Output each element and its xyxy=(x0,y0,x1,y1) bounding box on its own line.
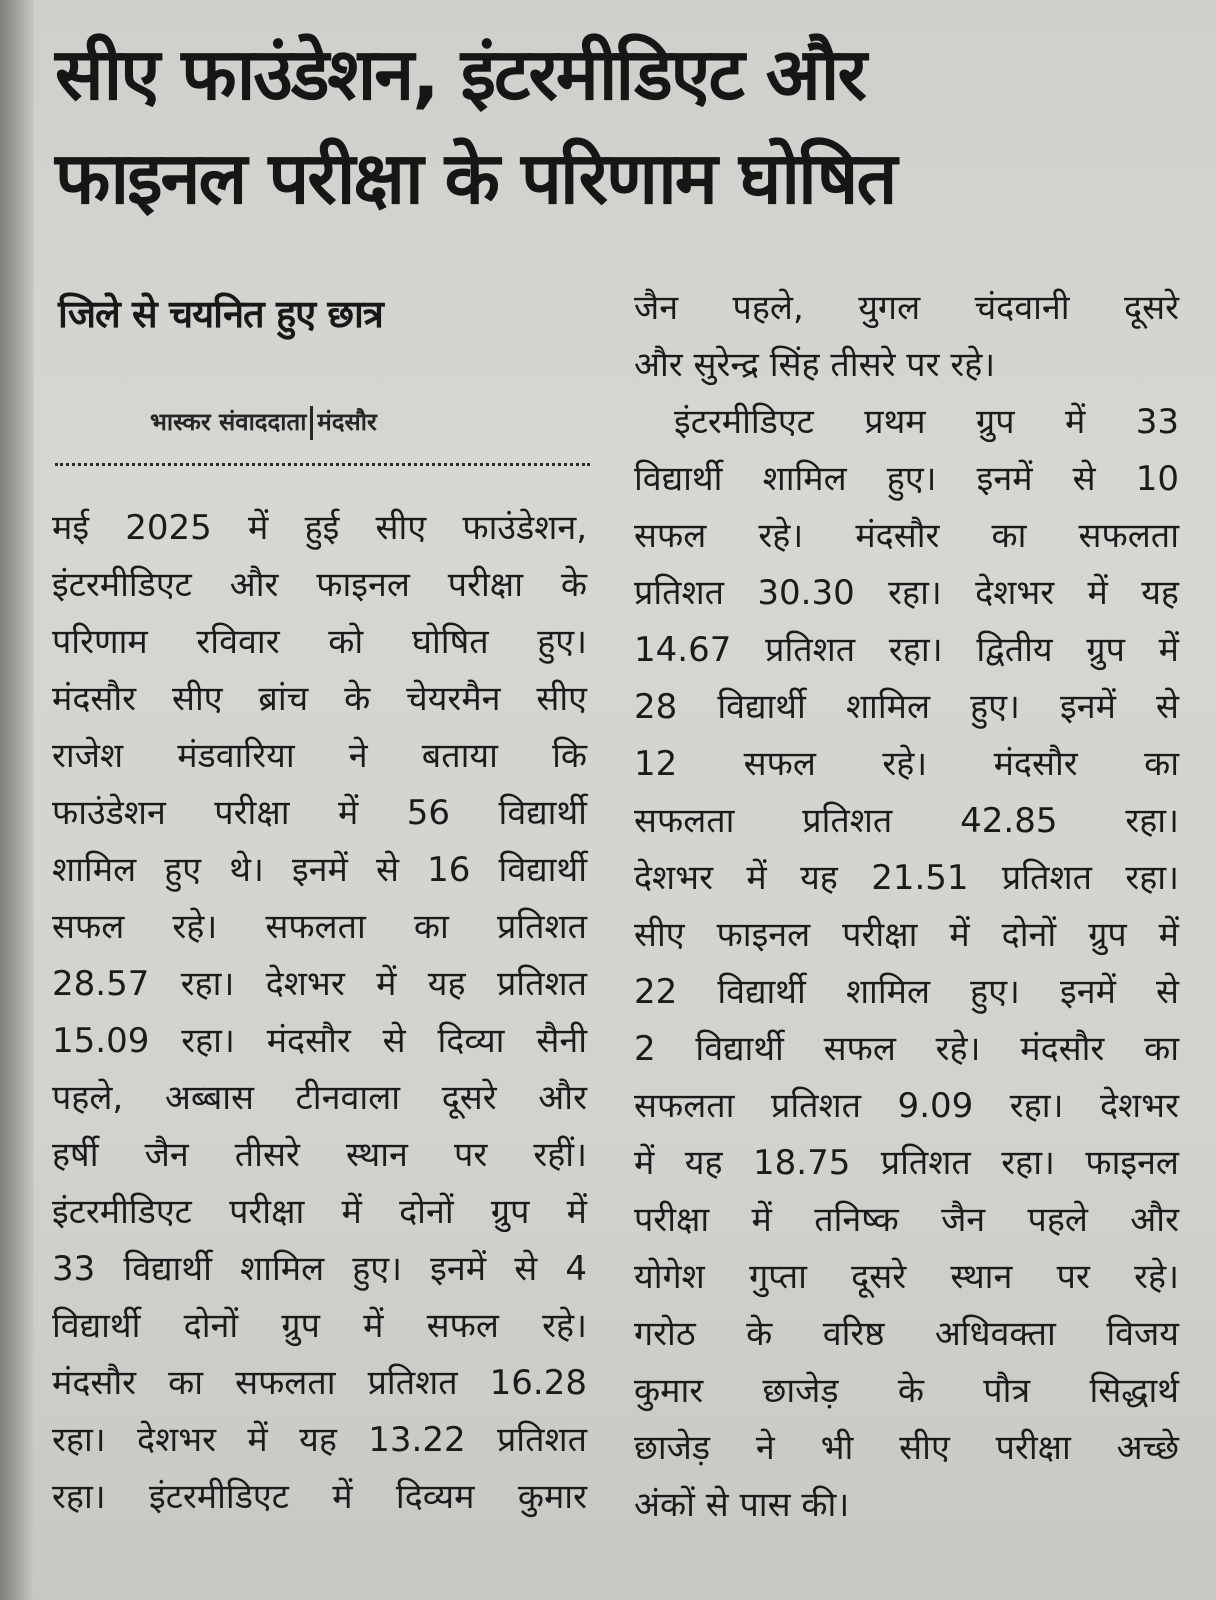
article-line: छाजेड़ ने भी सीए परीक्षा अच्छे xyxy=(634,1428,1179,1468)
article-line: सीए फाइनल परीक्षा में दोनों ग्रुप में xyxy=(634,915,1179,955)
article-line: योगेश गुप्ता दूसरे स्थान पर रहे। xyxy=(634,1257,1179,1297)
article-line: इंटरमीडिएट और फाइनल परीक्षा के xyxy=(52,565,587,605)
article-line: 28.57 रहा। देशभर में यह प्रतिशत xyxy=(52,964,587,1004)
article-line: प्रतिशत 30.30 रहा। देशभर में यह xyxy=(634,573,1179,613)
article-line: सफलता प्रतिशत 42.85 रहा। xyxy=(634,801,1179,841)
article-line: विद्यार्थी दोनों ग्रुप में सफल रहे। xyxy=(52,1306,587,1346)
headline-line-2: फाइनल परीक्षा के परिणाम घोषित xyxy=(55,136,896,220)
article-line: परिणाम रविवार को घोषित हुए। xyxy=(52,622,587,662)
article-line: सफलता प्रतिशत 9.09 रहा। देशभर xyxy=(634,1086,1179,1126)
article-column-right xyxy=(634,280,1179,1534)
article-line: देशभर में यह 21.51 प्रतिशत रहा। xyxy=(634,858,1179,898)
article-line: शामिल हुए थे। इनमें से 16 विद्यार्थी xyxy=(52,850,587,890)
article-line: और सुरेन्द्र सिंह तीसरे पर रहे। xyxy=(634,345,996,385)
article-line: मंदसौर का सफलता प्रतिशत 16.28 xyxy=(52,1363,587,1403)
right-column-body xyxy=(634,394,1179,1534)
byline-reporter: भास्कर संवाददाता xyxy=(150,408,307,436)
byline xyxy=(150,402,377,442)
article-line: गरोठ के वरिष्ठ अधिवक्ता विजय xyxy=(634,1314,1179,1354)
article-line: 14.67 प्रतिशत रहा। द्वितीय ग्रुप में xyxy=(634,630,1179,670)
byline-city: मंदसौर xyxy=(317,408,377,436)
article-line: राजेश मंडवारिया ने बताया कि xyxy=(52,736,587,776)
article-line: सफल रहे। मंदसौर का सफलता xyxy=(634,516,1179,556)
article-line: कुमार छाजेड़ के पौत्र सिद्धार्थ xyxy=(634,1371,1179,1411)
dotted-divider xyxy=(55,463,590,466)
article-line: 12 सफल रहे। मंदसौर का xyxy=(634,744,1179,784)
article-line: विद्यार्थी शामिल हुए। इनमें से 10 xyxy=(634,459,1179,499)
article-line: 15.09 रहा। मंदसौर से दिव्या सैनी xyxy=(52,1021,587,1061)
byline-separator xyxy=(310,406,313,440)
article-line: पहले, अब्बास टीनवाला दूसरे और xyxy=(52,1078,587,1118)
article-line: रहा। इंटरमीडिएट में दिव्यम कुमार xyxy=(52,1477,587,1517)
article-line: इंटरमीडिएट परीक्षा में दोनों ग्रुप में xyxy=(52,1192,587,1232)
article-line: जैन पहले, युगल चंदवानी दूसरे xyxy=(634,288,1179,328)
article-line: मंदसौर सीए ब्रांच के चेयरमैन सीए xyxy=(52,679,587,719)
article-line: में यह 18.75 प्रतिशत रहा। फाइनल xyxy=(634,1143,1179,1183)
article-line: 28 विद्यार्थी शामिल हुए। इनमें से xyxy=(634,687,1179,727)
headline xyxy=(55,22,1185,230)
page-edge-shadow xyxy=(0,0,34,1600)
article-line: मई 2025 में हुई सीए फाउंडेशन, xyxy=(52,508,587,548)
article-line: इंटरमीडिएट प्रथम ग्रुप में 33 xyxy=(674,402,1179,442)
article-line: 33 विद्यार्थी शामिल हुए। इनमें से 4 xyxy=(52,1249,587,1289)
article-line: 22 विद्यार्थी शामिल हुए। इनमें से xyxy=(634,972,1179,1012)
article-line: 2 विद्यार्थी सफल रहे। मंदसौर का xyxy=(634,1029,1179,1069)
article-line: रहा। देशभर में यह 13.22 प्रतिशत xyxy=(52,1420,587,1460)
article-line: फाउंडेशन परीक्षा में 56 विद्यार्थी xyxy=(52,793,587,833)
subheadline: जिले से चयनित हुए छात्र xyxy=(58,292,383,336)
article-column-left xyxy=(52,500,587,1526)
article-line: परीक्षा में तनिष्क जैन पहले और xyxy=(634,1200,1179,1240)
article-line: हर्षी जैन तीसरे स्थान पर रहीं। xyxy=(52,1135,587,1175)
right-column-continuation xyxy=(634,280,1179,394)
headline-line-1: सीए फाउंडेशन, इंटरमीडिएट और xyxy=(55,32,865,116)
article-line: अंकों से पास की। xyxy=(634,1485,850,1525)
article-line: सफल रहे। सफलता का प्रतिशत xyxy=(52,907,587,947)
